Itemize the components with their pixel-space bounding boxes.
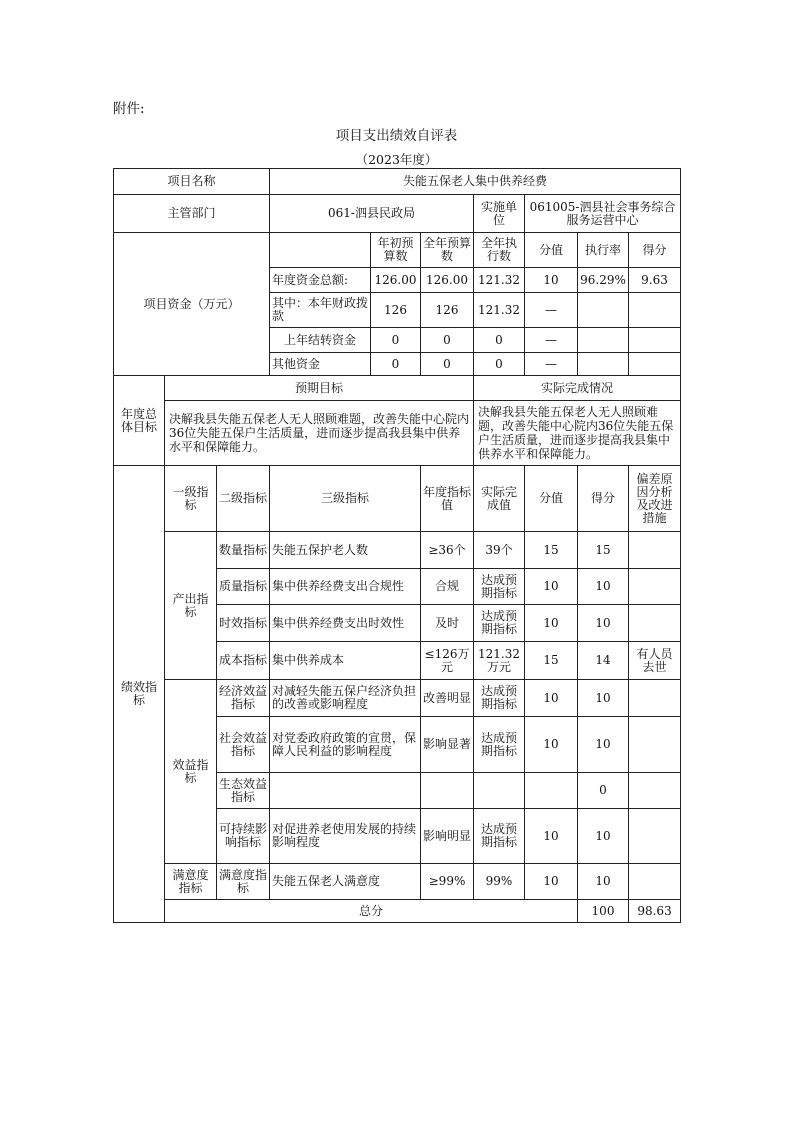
level2-indicator: 成本指标	[217, 642, 270, 680]
actual-value: 39个	[474, 532, 525, 569]
level3-indicator: 对党委政府政策的宣贯，保障人民利益的影响程度	[270, 717, 421, 773]
target-value: 及时	[421, 605, 474, 642]
deviation-reason: 有人员去世	[629, 642, 681, 680]
expected-goal-text: 决解我县失能五保老人无人照顾难题，改善失能中心院内36位失能五保户生活质量，进而逐步提高我县集中供养水平和保障能力。	[165, 401, 474, 466]
total-label: 总分	[165, 900, 578, 923]
page-title: 项目支出绩效自评表	[335, 128, 458, 144]
points-value: 10	[525, 809, 578, 864]
funds-cell	[629, 353, 681, 376]
funds-cell: 126.00	[371, 268, 421, 293]
target-value: 影响明显	[421, 809, 474, 864]
indicator-row	[114, 864, 681, 900]
department-label: 主管部门	[114, 195, 270, 233]
actual-value: 达成预期指标	[474, 605, 525, 642]
target-value: ≥99%	[421, 864, 474, 900]
goals-row	[114, 401, 681, 466]
level3-indicator	[270, 773, 421, 809]
report-year: （2023年度）	[355, 152, 438, 167]
score-value: 14	[578, 642, 629, 680]
funds-row-label: 年度资金总额:	[270, 268, 371, 293]
indicators-header: 得分	[578, 466, 629, 532]
target-value	[421, 773, 474, 809]
level2-indicator: 社会效益指标	[217, 717, 270, 773]
department-row	[114, 195, 681, 233]
deviation-reason	[629, 605, 681, 642]
implementing-unit-label: 实施单位	[474, 195, 525, 233]
indicator-row	[114, 532, 681, 569]
deviation-reason	[629, 680, 681, 717]
funds-cell: —	[525, 293, 578, 328]
project-name-row	[114, 169, 681, 195]
output-indicator-label: 产出指标	[165, 532, 217, 680]
deviation-reason	[629, 569, 681, 605]
funds-cell: —	[525, 328, 578, 353]
level3-indicator: 集中供养经费支出时效性	[270, 605, 421, 642]
funds-cell: 0	[474, 353, 525, 376]
score-value: 10	[578, 864, 629, 900]
target-value: ≥36个	[421, 532, 474, 569]
funds-header: 分值	[525, 233, 578, 268]
funds-cell	[578, 328, 629, 353]
level2-indicator: 经济效益指标	[217, 680, 270, 717]
department-value: 061-泗县民政局	[270, 195, 474, 233]
indicators-header: 分值	[525, 466, 578, 532]
funds-header-blank	[270, 233, 371, 268]
score-value: 10	[578, 717, 629, 773]
indicator-row	[114, 680, 681, 717]
score-value: 10	[578, 605, 629, 642]
total-row	[114, 900, 681, 923]
actual-value: 121.32万元	[474, 642, 525, 680]
target-value: 影响显著	[421, 717, 474, 773]
indicators-header: 实际完成值	[474, 466, 525, 532]
actual-value: 达成预期指标	[474, 717, 525, 773]
score-value: 10	[578, 809, 629, 864]
funds-cell: 121.32	[474, 293, 525, 328]
funds-cell	[578, 353, 629, 376]
project-name-label: 项目名称	[114, 169, 270, 195]
goals-label: 年度总体目标	[114, 376, 165, 466]
funds-cell	[629, 328, 681, 353]
points-value: 10	[525, 569, 578, 605]
attachment-label: 附件:	[113, 101, 145, 117]
target-value: ≤126万元	[421, 642, 474, 680]
implementing-unit-value: 061005-泗县社会事务综合服务运营中心	[525, 195, 681, 233]
points-value: 10	[525, 717, 578, 773]
target-value: 改善明显	[421, 680, 474, 717]
deviation-reason	[629, 809, 681, 864]
funds-cell: 9.63	[629, 268, 681, 293]
goals-header-row	[114, 376, 681, 401]
funds-header: 得分	[629, 233, 681, 268]
funds-cell: 126	[421, 293, 474, 328]
funds-header: 全年执行数	[474, 233, 525, 268]
actual-value: 达成预期指标	[474, 680, 525, 717]
actual-value: 99%	[474, 864, 525, 900]
level3-indicator: 失能五保老人满意度	[270, 864, 421, 900]
target-value: 合规	[421, 569, 474, 605]
level3-indicator: 对减轻失能五保户经济负担的改善或影响程度	[270, 680, 421, 717]
points-value: 10	[525, 605, 578, 642]
score-value: 0	[578, 773, 629, 809]
score-value: 10	[578, 569, 629, 605]
funds-cell: 96.29%	[578, 268, 629, 293]
total-points: 100	[578, 900, 629, 923]
score-value: 15	[578, 532, 629, 569]
funds-label: 项目资金（万元）	[114, 233, 270, 376]
funds-cell: 0	[421, 328, 474, 353]
indicators-label: 绩效指标	[114, 466, 165, 923]
funds-cell: 0	[371, 328, 421, 353]
level2-indicator: 质量指标	[217, 569, 270, 605]
satisfaction-indicator-label: 满意度指标	[165, 864, 217, 900]
evaluation-table	[113, 168, 681, 923]
funds-cell	[578, 293, 629, 328]
points-value	[525, 773, 578, 809]
deviation-reason	[629, 864, 681, 900]
funds-cell: —	[525, 353, 578, 376]
deviation-reason	[629, 717, 681, 773]
points-value: 15	[525, 532, 578, 569]
level3-indicator: 失能五保护老人数	[270, 532, 421, 569]
indicators-header-row	[114, 466, 681, 532]
indicators-header: 一级指标	[165, 466, 217, 532]
deviation-reason	[629, 532, 681, 569]
level2-indicator: 时效指标	[217, 605, 270, 642]
indicators-header: 偏差原因分析及改进措施	[629, 466, 681, 532]
funds-header: 年初预算数	[371, 233, 421, 268]
indicators-header: 三级指标	[270, 466, 421, 532]
actual-value	[474, 773, 525, 809]
score-value: 10	[578, 680, 629, 717]
funds-cell	[629, 293, 681, 328]
benefit-indicator-label: 效益指标	[165, 680, 217, 864]
indicators-header: 二级指标	[217, 466, 270, 532]
level3-indicator: 集中供养成本	[270, 642, 421, 680]
funds-cell: 0	[371, 353, 421, 376]
actual-result-header: 实际完成情况	[474, 376, 681, 401]
funds-cell: 0	[474, 328, 525, 353]
funds-cell: 0	[421, 353, 474, 376]
funds-header: 执行率	[578, 233, 629, 268]
level3-indicator: 集中供养经费支出合规性	[270, 569, 421, 605]
funds-cell: 126.00	[421, 268, 474, 293]
points-value: 10	[525, 680, 578, 717]
total-score: 98.63	[629, 900, 681, 923]
points-value: 15	[525, 642, 578, 680]
expected-goal-header: 预期目标	[165, 376, 474, 401]
funds-row-label: 其中：本年财政拨款	[270, 293, 371, 328]
level2-indicator: 数量指标	[217, 532, 270, 569]
funds-row-label: 其他资金	[270, 353, 371, 376]
funds-cell: 121.32	[474, 268, 525, 293]
deviation-reason	[629, 773, 681, 809]
level2-indicator: 可持续影响指标	[217, 809, 270, 864]
funds-header-row	[114, 233, 681, 268]
level3-indicator: 对促进养老使用发展的持续影响程度	[270, 809, 421, 864]
funds-cell: 10	[525, 268, 578, 293]
points-value: 10	[525, 864, 578, 900]
funds-header: 全年预算数	[421, 233, 474, 268]
funds-cell: 126	[371, 293, 421, 328]
level2-indicator: 生态效益指标	[217, 773, 270, 809]
level2-indicator: 满意度指标	[217, 864, 270, 900]
funds-row-label: 上年结转资金	[270, 328, 371, 353]
indicators-header: 年度指标值	[421, 466, 474, 532]
actual-result-text: 决解我县失能五保老人无人照顾难题，改善失能中心院内36位失能五保户生活质量，进而逐步提高我县集中供养水平和保障能力。	[474, 401, 681, 466]
actual-value: 达成预期指标	[474, 569, 525, 605]
project-name-value: 失能五保老人集中供养经费	[270, 169, 681, 195]
actual-value: 达成预期指标	[474, 809, 525, 864]
